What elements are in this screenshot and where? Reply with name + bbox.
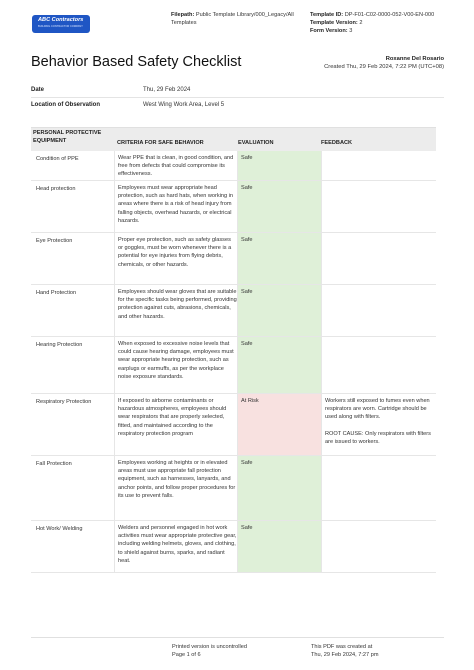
page-number: Page 1 of 6	[172, 652, 201, 658]
header-feedback: FEEDBACK	[321, 140, 353, 146]
feedback-cell	[321, 337, 436, 393]
feedback-cell	[321, 521, 436, 572]
table-row	[31, 521, 436, 573]
filepath-value: Public Template Library/000_Legacy/All Templates	[171, 12, 294, 27]
info-row-date	[31, 83, 444, 98]
table-row	[31, 394, 436, 456]
criteria-cell: When exposed to excessive noise levels that could cause hearing damage, employees must wear appropriate hearing protection, such as earplugs or earmuffs, as per the workplace noise exposure standards.	[114, 337, 237, 393]
template-version-label: Template Version:	[310, 20, 358, 27]
root-cause-text: ROOT CAUSE: Only respirators with filters are issued to workers.	[325, 430, 431, 445]
ppe-item: Head protection	[36, 186, 76, 192]
author-block	[324, 56, 444, 72]
table-row	[31, 456, 436, 521]
ppe-item: Hand Protection	[36, 290, 77, 296]
company-logo	[32, 15, 90, 33]
criteria-cell: Wear PPE that is clean, in good condition, and free from defects that could compromise its effectiveness.	[114, 151, 237, 180]
evaluation-safe: Safe	[237, 181, 321, 232]
date-value: Thu, 29 Feb 2024	[143, 87, 191, 93]
feedback-cell	[321, 181, 436, 232]
info-row-location	[31, 98, 444, 113]
feedback-cell	[321, 456, 436, 520]
evaluation-safe: Safe	[237, 521, 321, 572]
feedback-cell	[321, 285, 436, 336]
header-evaluation: EVALUATION	[238, 140, 274, 146]
table-row	[31, 337, 436, 394]
checklist-table	[31, 127, 436, 573]
criteria-cell: Employees must wear appropriate head protection, such as hard hats, when working in areas where there is a risk of head injury from falling objects, overhead hazards, or electrical hazards.	[114, 181, 237, 232]
feedback-text: Workers still exposed to fumes even when respirators are worn. Cartridge should be used along with filters.	[325, 398, 430, 421]
feedback-cell	[321, 233, 436, 284]
ppe-item: Respiratory Protection	[36, 399, 92, 405]
page-header	[0, 0, 474, 46]
evaluation-safe: Safe	[237, 151, 321, 180]
criteria-cell: Employees working at heights or in elevated areas must use appropriate fall protection equipment, such as harnesses, lanyards, and anchor points, and follow proper procedures for its use to prevent falls.	[114, 456, 237, 520]
form-version-label: Form Version:	[310, 28, 348, 35]
pdf-created-timestamp: Thu, 29 Feb 2024, 7:27 pm	[311, 652, 379, 658]
ppe-item: Eye Protection	[36, 238, 73, 244]
template-version-value: 2	[359, 20, 363, 27]
template-meta	[310, 11, 470, 36]
footer-left	[172, 643, 247, 659]
pdf-created-label: This PDF was created at	[311, 644, 373, 650]
evaluation-safe: Safe	[237, 337, 321, 393]
logo-subtitle: BUILDING CONTRACTOR COMPANY	[38, 25, 83, 28]
filepath-meta	[171, 11, 305, 27]
author-name: Roxanne Del Rosario	[385, 56, 444, 62]
table-row	[31, 233, 436, 285]
criteria-cell: If exposed to airborne contaminants or hazardous atmospheres, employees should wear respirators that are properly selected, fitted, and maintained according to the respiratory protection program	[114, 394, 237, 455]
ppe-item: Fall Protection	[36, 461, 72, 467]
ppe-item: Condition of PPE	[36, 156, 79, 162]
created-timestamp: Created Thu, 29 Feb 2024, 7:22 PM (UTC+08)	[324, 63, 444, 70]
evaluation-safe: Safe	[237, 233, 321, 284]
table-header	[31, 127, 436, 151]
evaluation-safe: Safe	[237, 456, 321, 520]
ppe-item: Hot Work/ Welding	[36, 526, 83, 532]
table-row	[31, 151, 436, 181]
date-label: Date	[31, 87, 45, 93]
location-label: Location of Observation	[31, 102, 101, 108]
table-body	[31, 151, 436, 573]
criteria-cell: Proper eye protection, such as safety glasses or goggles, must be worn whenever there is a potential for eye injuries from flying debris, chemicals, or other hazards.	[114, 233, 237, 284]
uncontrolled-note: Printed version is uncontrolled	[172, 644, 247, 650]
feedback-cell	[321, 151, 436, 180]
location-value: West Wing Work Area, Level 5	[143, 102, 225, 108]
criteria-cell: Welders and personnel engaged in hot work activities must wear appropriate protective gear, including welding helmets, gloves, and clothing, to shield against burns, sparks, and radiant heat.	[114, 521, 237, 572]
page-footer	[31, 637, 444, 658]
template-id-label: Template ID:	[310, 12, 344, 18]
table-row	[31, 181, 436, 233]
evaluation-at-risk: At Risk	[237, 394, 321, 455]
table-row	[31, 285, 436, 337]
footer-right	[311, 643, 378, 659]
header-ppe: PERSONAL PROTECTIVE EQUIPMENT	[33, 130, 102, 144]
filepath-label: Filepath:	[171, 12, 195, 18]
evaluation-safe: Safe	[237, 285, 321, 336]
header-criteria: CRITERIA FOR SAFE BEHAVIOR	[117, 140, 204, 146]
form-version-value: 3	[349, 28, 353, 35]
page-title: Behavior Based Safety Checklist	[31, 54, 242, 70]
feedback-cell	[321, 394, 436, 455]
criteria-cell: Employees should wear gloves that are suitable for the specific tasks being performed, providing protection against cuts, abrasions, chemicals, and other hazards.	[114, 285, 237, 336]
ppe-item: Hearing Protection	[36, 342, 83, 348]
logo-title: ABC Contractors	[38, 17, 84, 23]
template-id-value: DP-F01-C02-0000-052-V00-EN-000	[344, 12, 435, 18]
